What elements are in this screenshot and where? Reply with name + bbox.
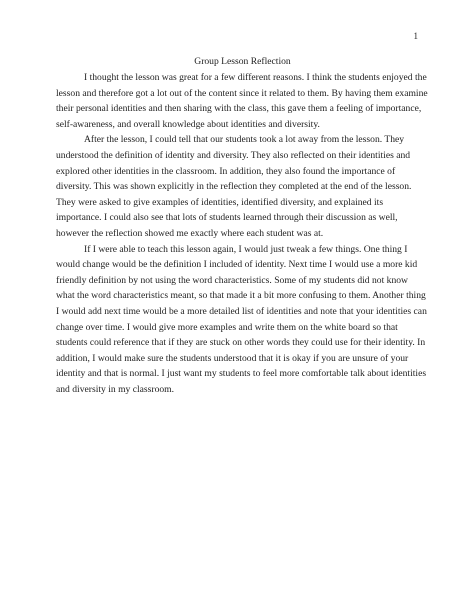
paragraph-3: If I were able to teach this lesson again, I would just tweak a few things. One thing I would change would be the definition I included of identity. Next time I would use a more kid friendly definition by not using the word characteristics. Some of my students did not know what the word characteristics meant, so that made it a bit more confusing to them. Another thing I would add next time would be a more detailed list of identities and note that your identities can change over time. I would give more examples and write them on the white board so that students could reference that if they are stuck on other words they could use for their identity. In addition, I would make sure the students understood that it is okay if you are unsure of your identity and that is normal. I just want my students to feel more comfortable talk about identities and diversity in my classroom. bbox=[56, 243, 427, 395]
document-body bbox=[56, 54, 429, 397]
paragraph-1: I thought the lesson was great for a few different reasons. I think the students enjoyed the lesson and therefore got a lot out of the content since it related to them. By having them examine their personal identities and then sharing with the class, this gave them a feeling of importance, self-awareness, and overall knowledge about identities and diversity. bbox=[56, 72, 428, 130]
page-number: 1 bbox=[413, 31, 418, 41]
paragraph-2: After the lesson, I could tell that our students took a lot away from the lesson. They understood the definition of identity and diversity. They also reflected on their identities and explored other identities in the classroom. In addition, they also found the importance of diversity. This was shown explicitly in the reflection they completed at the end of the lesson. They were asked to give examples of identities, identified diversity, and explained its importance. I could also see that lots of students learned through their discussion as well, however the reflection showed me exactly where each student was at. bbox=[56, 134, 412, 239]
document-title: Group Lesson Reflection bbox=[194, 56, 291, 67]
